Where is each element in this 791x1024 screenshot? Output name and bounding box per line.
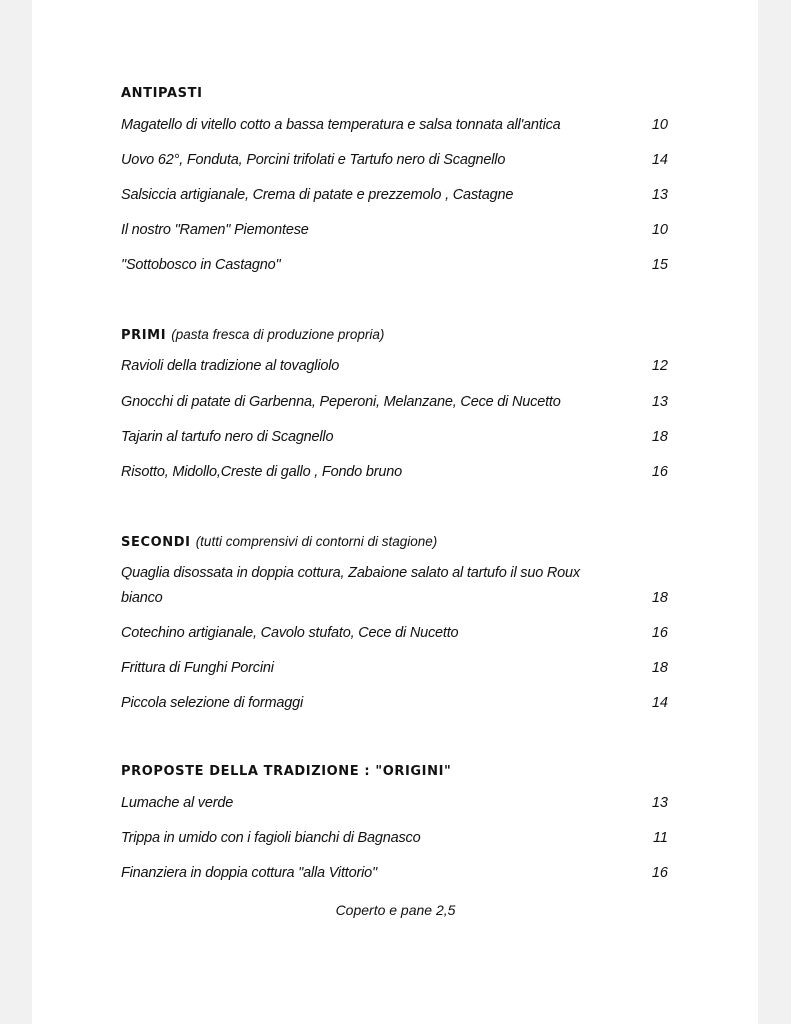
menu-item-name: Uovo 62°, Fonduta, Porcini trifolati e Tartufo nero di Scagnello (121, 152, 506, 168)
section-heading (121, 327, 384, 343)
menu-item-name: Il nostro "Ramen" Piemontese (121, 222, 309, 238)
menu-item-price: 18 (651, 590, 668, 606)
menu-item-price: 12 (651, 358, 668, 374)
menu-item-price: 10 (651, 222, 668, 238)
section-title: PRIMI (121, 328, 167, 343)
menu-item-price: 18 (651, 429, 668, 445)
cover-charge-note: Coperto e pane 2,5 (335, 902, 456, 918)
menu-item-price: 13 (651, 394, 668, 410)
menu-item-name: Gnocchi di patate di Garbenna, Peperoni, Melanzane, Cece di Nucetto (121, 394, 561, 410)
section-heading (121, 86, 203, 101)
menu-item-name: Piccola selezione di formaggi (121, 695, 303, 711)
section-note: (tutti comprensivi di contorni di stagione) (195, 534, 438, 549)
menu-item-name: Ravioli della tradizione al tovagliolo (121, 358, 340, 374)
section-note: (pasta fresca di produzione propria) (171, 327, 385, 342)
menu-item-name: Magatello di vitello cotto a bassa temperatura e salsa tonnata all'antica (121, 117, 561, 133)
section-heading (121, 764, 451, 779)
menu-item-price: 16 (651, 625, 668, 641)
menu-item-name: "Sottobosco in Castagno" (121, 257, 281, 273)
menu-item-name: Cotechino artigianale, Cavolo stufato, Cece di Nucetto (121, 625, 459, 641)
menu-item-price: 16 (651, 464, 668, 480)
menu-item-name: Trippa in umido con i fagioli bianchi di Bagnasco (121, 830, 421, 846)
menu-item-price: 10 (651, 117, 668, 133)
menu-item-name: Risotto, Midollo,Creste di gallo , Fondo bruno (121, 464, 402, 480)
section-title: PROPOSTE DELLA TRADIZIONE : "ORIGINI" (121, 764, 452, 779)
menu-item-price: 11 (652, 830, 668, 846)
menu-item-name: Salsiccia artigianale, Crema di patate e prezzemolo , Castagne (121, 187, 514, 203)
section-title: SECONDI (121, 535, 191, 550)
menu-item-price: 14 (651, 152, 668, 168)
menu-item-name: Frittura di Funghi Porcini (121, 660, 274, 676)
menu-item-price: 13 (651, 187, 668, 203)
menu-item-name: Quaglia disossata in doppia cottura, Zabaione salato al tartufo il suo Roux (121, 565, 580, 581)
menu-item-name-continued: bianco (121, 590, 163, 606)
menu-item-name: Lumache al verde (121, 795, 234, 811)
menu-item-name: Tajarin al tartufo nero di Scagnello (121, 429, 334, 445)
menu-item-price: 13 (651, 795, 668, 811)
menu-item-price: 14 (651, 695, 668, 711)
section-title: ANTIPASTI (121, 86, 203, 101)
menu-item-price: 18 (651, 660, 668, 676)
menu-item-name: Finanziera in doppia cottura "alla Vittorio" (121, 865, 377, 881)
menu-item-price: 16 (651, 865, 668, 881)
section-heading (121, 534, 437, 550)
menu-item-price: 15 (651, 257, 668, 273)
